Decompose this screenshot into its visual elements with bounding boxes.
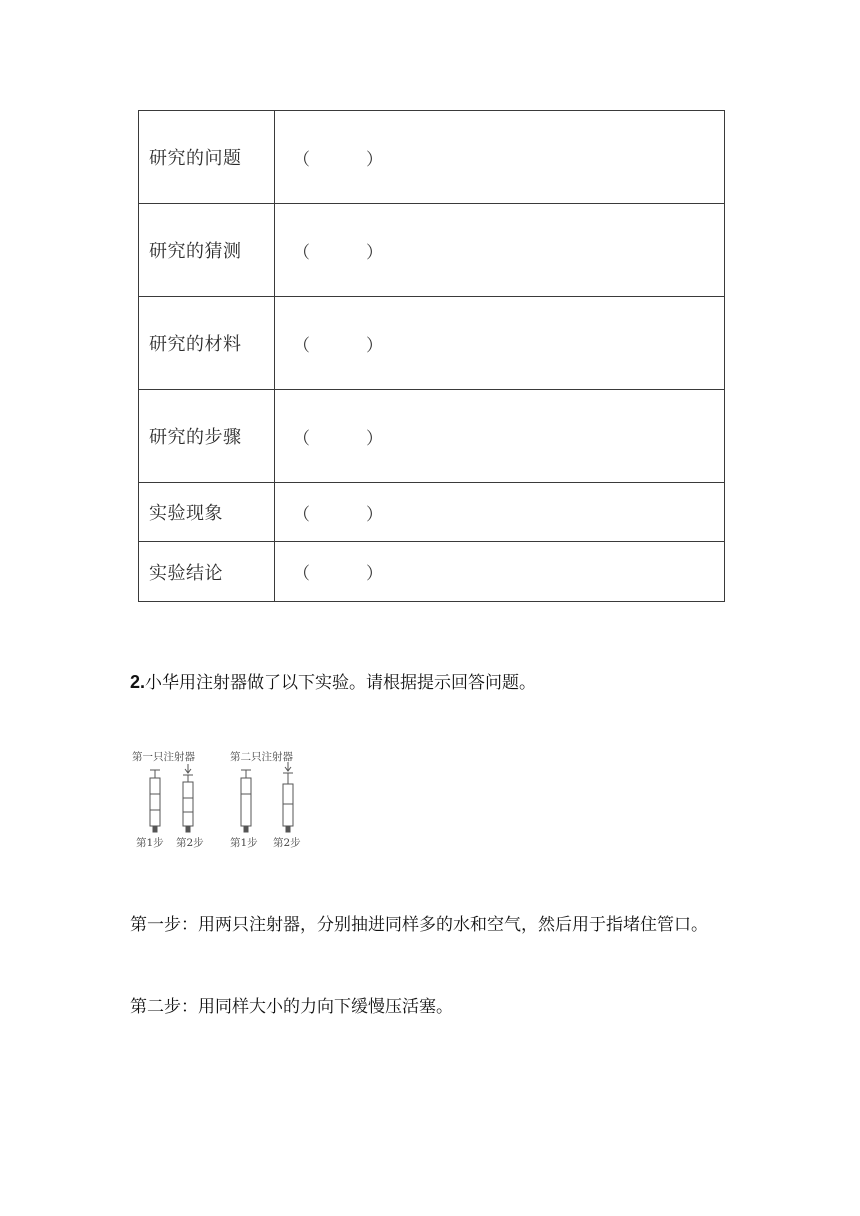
paren-close: ） [366,242,383,263]
table-row [139,390,725,483]
step-label: 第1步 [136,837,164,849]
table-row [139,483,725,542]
inquiry-table [138,110,725,602]
question-title [130,668,536,693]
row-label: 研究的材料 [139,297,275,390]
answer-blank[interactable] [275,297,725,390]
row-label: 实验现象 [139,483,275,542]
row-label: 研究的步骤 [139,390,275,483]
syringe-icon [150,770,160,832]
step-two-text: 第二步：用同样大小的力向下缓慢压活塞。 [130,997,453,1017]
paren-open: （ [293,428,310,449]
row-label: 实验结论 [139,542,275,602]
table-row [139,542,725,602]
question-number: 2. [130,672,146,692]
table-row [139,204,725,297]
step-label: 第2步 [273,837,301,849]
paren-open: （ [293,504,310,525]
paren-close: ） [366,335,383,356]
question-text: 小华用注射器做了以下实验。请根据提示回答问题。 [145,673,537,693]
step-label: 第2步 [176,837,204,849]
paren-open: （ [293,242,310,263]
syringe-icon [241,770,251,832]
paren-open: （ [293,149,310,170]
step-one-text: 第一步：用两只注射器，分别抽进同样多的水和空气，然后用于指堵住管口。 [130,915,708,935]
paren-close: ） [366,428,383,449]
syringe2-title: 第二只注射器 [230,751,293,763]
paren-close: ） [366,504,383,525]
syringe-icon [283,762,293,832]
syringe-figure [128,742,318,854]
syringe-icon [183,764,193,832]
paren-open: （ [293,564,310,584]
answer-blank[interactable] [275,542,725,602]
answer-blank[interactable] [275,390,725,483]
answer-blank[interactable] [275,483,725,542]
answer-blank[interactable] [275,111,725,204]
paren-close: ） [366,564,383,584]
paren-open: （ [293,335,310,356]
paren-close: ） [366,149,383,170]
answer-blank[interactable] [275,204,725,297]
step-label: 第1步 [230,837,258,849]
table-row [139,297,725,390]
row-label: 研究的猜测 [139,204,275,297]
table-row [139,111,725,204]
syringe1-title: 第一只注射器 [132,751,195,763]
row-label: 研究的问题 [139,111,275,204]
